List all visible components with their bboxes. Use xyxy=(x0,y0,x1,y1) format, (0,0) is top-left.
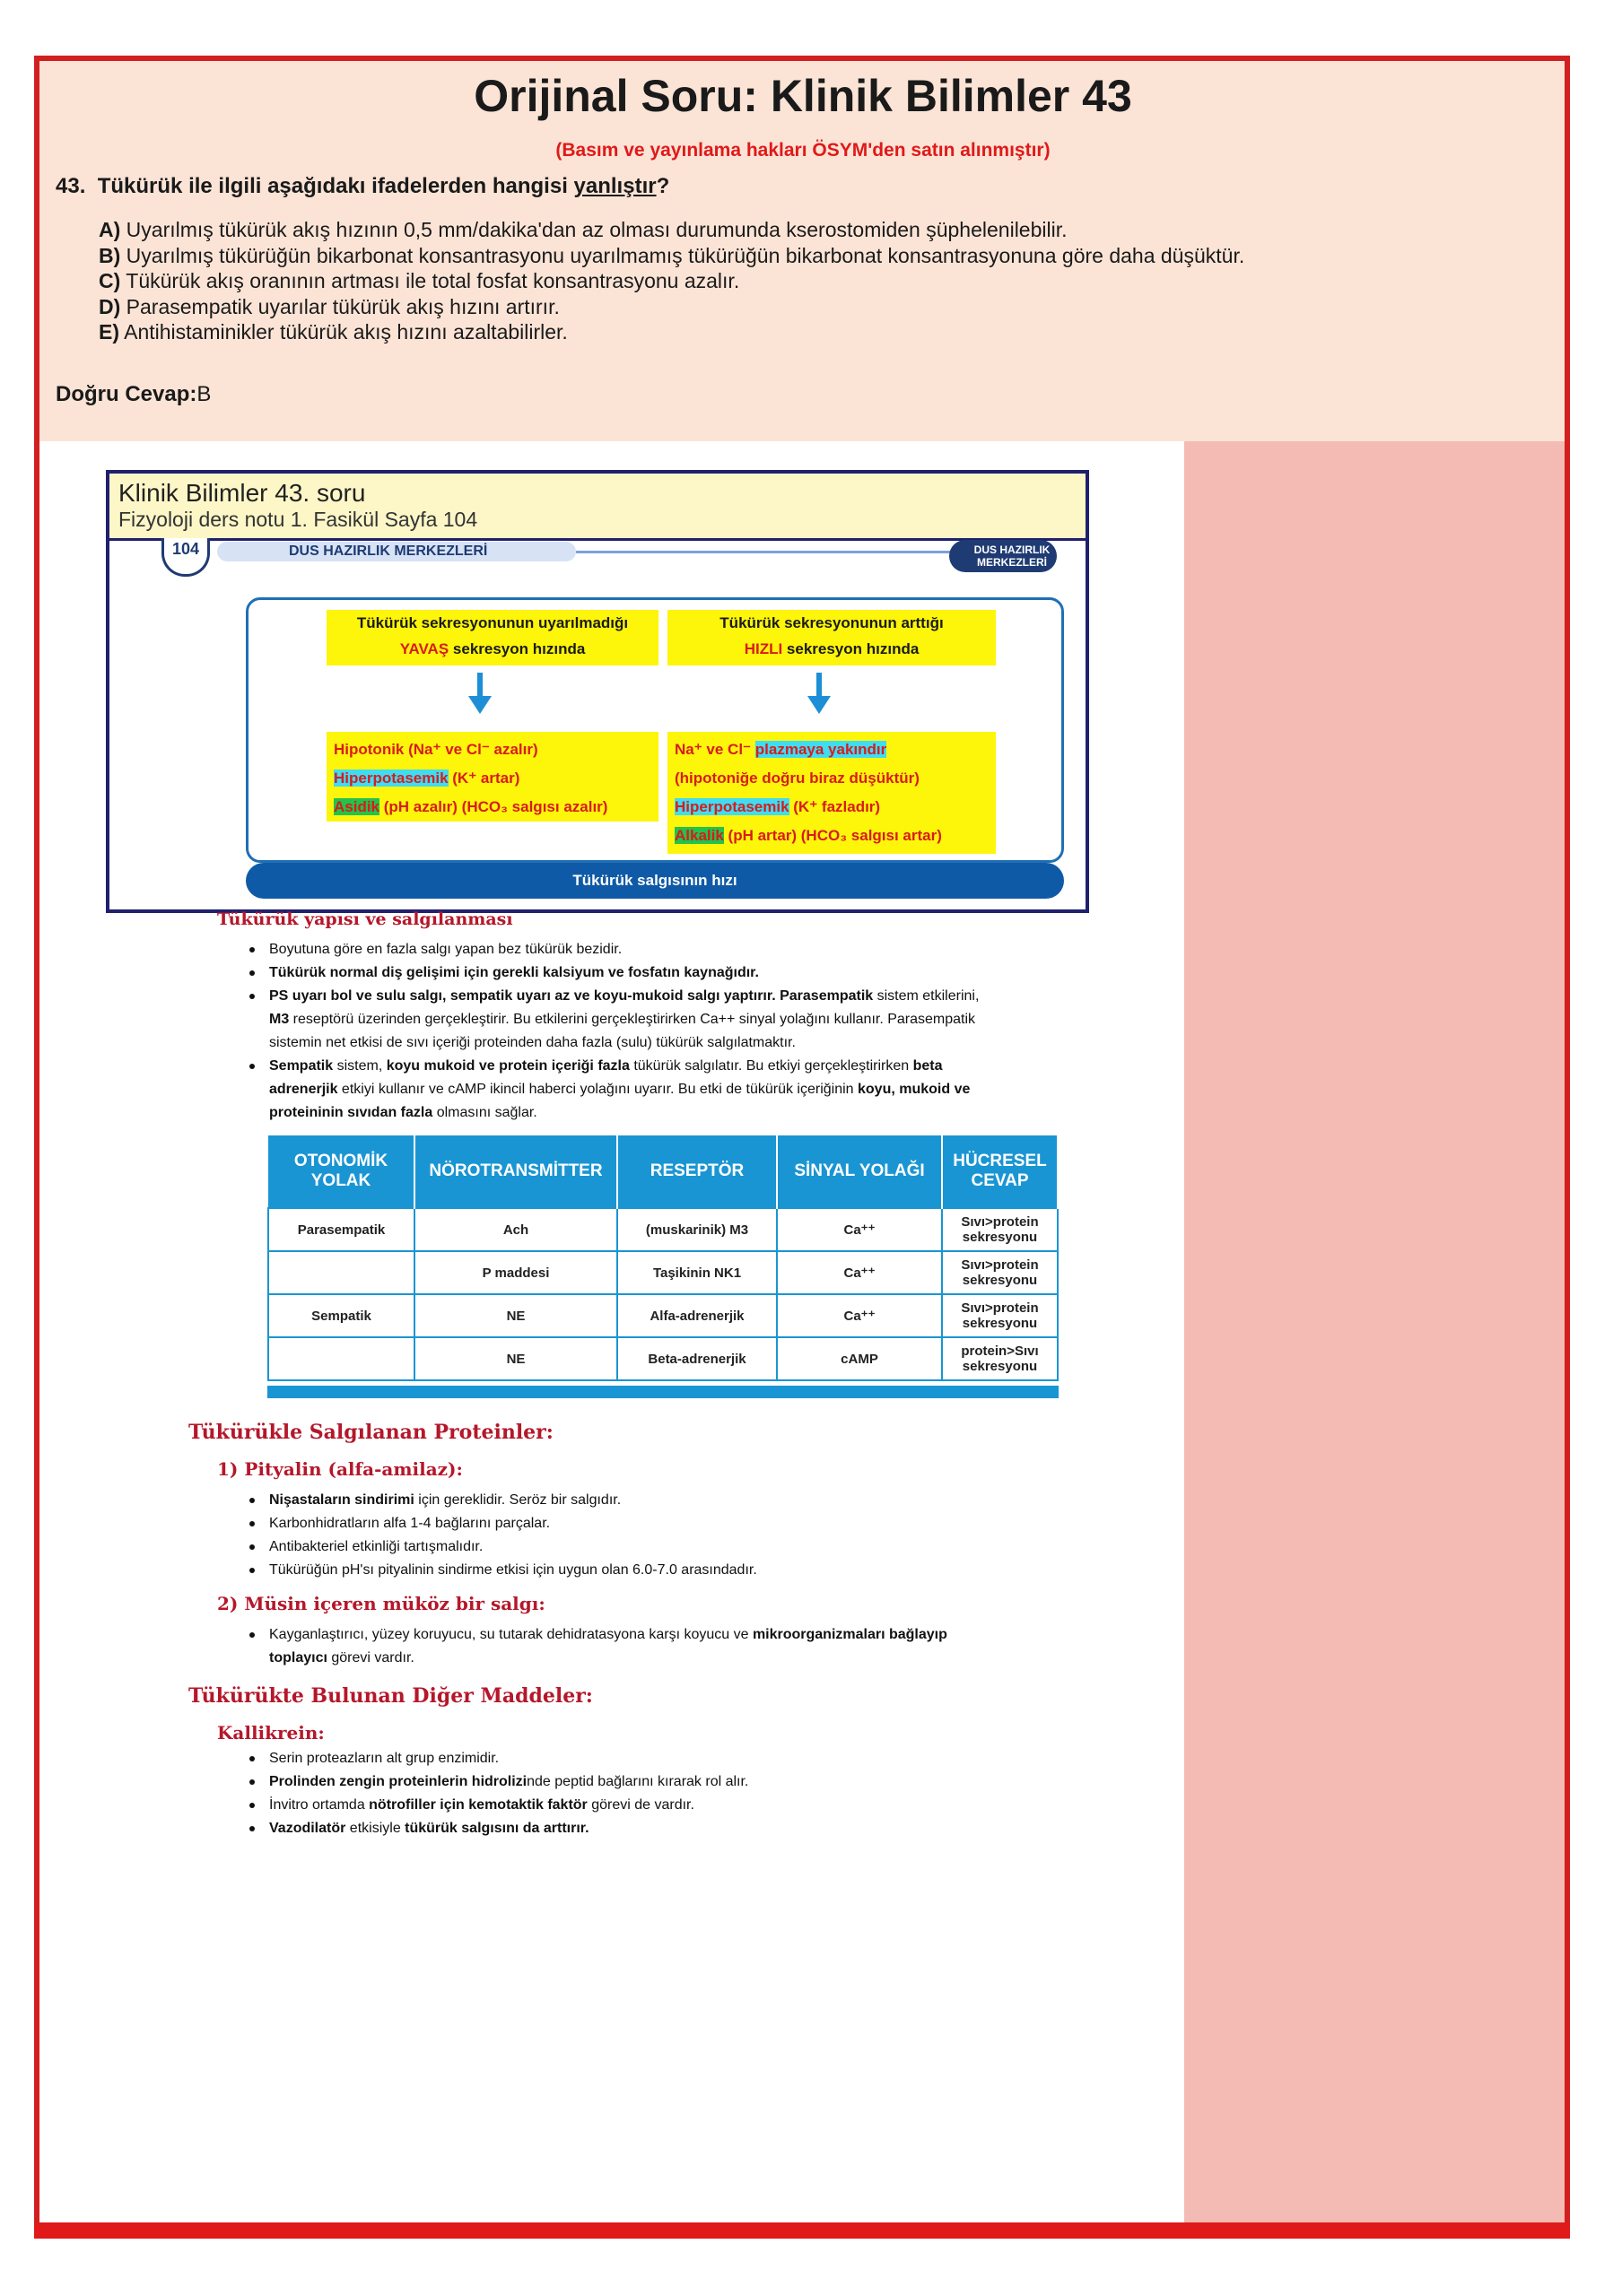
column-header: RESEPTÖR xyxy=(617,1135,777,1208)
list-item: İnvitro ortamda nötrofiller için kemotaktik faktör görevi de vardır. xyxy=(249,1794,1066,1817)
secretion-speed-bar: Tükürük salgısının hızı xyxy=(246,863,1064,899)
brand-bar: DUS HAZIRLIK MERKEZLERİ xyxy=(217,542,576,561)
list-item: Kayganlaştırıcı, yüzey koruyucu, su tutarak dehidratasyona karşı koyucu ve mikroorganizmaları bağlayıp toplayıcı görevi vardır. xyxy=(249,1623,1066,1670)
down-arrow-icon xyxy=(806,673,833,716)
list-item: Boyutuna göre en fazla salgı yapan bez tükürük bezidir. xyxy=(249,938,1066,961)
column-header: HÜCRESEL CEVAP xyxy=(942,1135,1058,1208)
option-d: D) Parasempatik uyarılar tükürük akış hızını artırır. xyxy=(99,294,560,318)
note-source: Fizyoloji ders notu 1. Fasikül Sayfa 104 xyxy=(118,508,478,531)
list-item: Serin proteazların alt grup enzimidir. xyxy=(249,1747,1066,1770)
subheading-pityalin: 1) Pityalin (alfa-amilaz): xyxy=(217,1458,463,1480)
correct-answer-value: B xyxy=(196,382,212,406)
table-row: Sempatik NE Alfa-adrenerjik Ca⁺⁺ Sıvı>protein sekresyonu xyxy=(268,1294,1058,1337)
table-row: NE Beta-adrenerjik cAMP protein>Sıvı sekresyonu xyxy=(268,1337,1058,1380)
note-title: Klinik Bilimler 43. soru xyxy=(118,479,366,507)
correct-answer: Doğru Cevap:B xyxy=(56,382,212,406)
lecture-note-box xyxy=(106,470,1089,913)
brand-line xyxy=(576,551,971,553)
list-item: Karbonhidratların alfa 1-4 bağlarını parçalar. xyxy=(249,1512,1066,1535)
question-emphasis: yanlıştır xyxy=(573,174,657,198)
section-heading-other: Tükürükte Bulunan Diğer Maddeler: xyxy=(188,1684,593,1708)
list-item: Nişastaların sindirimi için gereklidir. Seröz bir salgıdır. xyxy=(249,1489,1066,1512)
question-text xyxy=(56,174,669,199)
list-item: PS uyarı bol ve sulu salgı, sempatik uyarı az ve koyu-mukoid salgı yaptırır. Parasempatik sistem etkilerini, M3 reseptörü üzerinden gerçekleştirir. Bu etkilerini gerçekleştirirken Ca++ sinyal yolağını kullanır. Parasempatik sistemin net etkisi de sıvı içeriği proteinden daha fazla (sulu) tükürük salgılatmaktır. xyxy=(249,985,1066,1055)
option-b: B) Uyarılmış tükürüğün bikarbonat konsantrasyonu uyarılmamış tükürüğün bikarbonat konsantrasyonuna göre daha düşüktür. xyxy=(99,243,1245,267)
list-item: Vazodilatör etkisiyle tükürük salgısını da arttırır. xyxy=(249,1817,1066,1840)
table-row: Parasempatik Ach (muskarinik) M3 Ca⁺⁺ Sıvı>protein sekresyonu xyxy=(268,1208,1058,1251)
page-number-badge: 104 xyxy=(161,538,210,577)
kallikrein-bullets xyxy=(249,1747,1066,1840)
option-c: C) Tükürük akış oranının artması ile total fosfat konsantrasyonu azalır. xyxy=(99,269,740,292)
list-item: Sempatik sistem, koyu mukoid ve protein içeriği fazla tükürük salgılatır. Bu etkiyi gerçekleştirirken beta adrenerjik etkiyi kullanır ve cAMP ikincil haberci yolağını uyarır. Bu etki de tükürük içeriğinin koyu, mukoid ve proteininin sıvıdan fazla olmasını sağlar. xyxy=(249,1055,1066,1125)
slow-secretion-box: Tükürük sekresyonunun uyarılmadığı YAVAŞ sekresyon hızında xyxy=(327,610,658,665)
question-number: 43. xyxy=(56,174,86,198)
mucin-bullets xyxy=(249,1623,1066,1670)
table-footer-band xyxy=(267,1386,1059,1398)
option-a: A) Uyarılmış tükürük akış hızının 0,5 mm/dakika'dan az olması durumunda kserostomiden şüphelenilebilir. xyxy=(99,218,1068,241)
column-header: NÖROTRANSMİTTER xyxy=(414,1135,617,1208)
section-heading-structure: Tükürük yapısı ve salgılanması xyxy=(217,909,513,929)
list-item: Tükürüğün pH'sı pityalinin sindirme etkisi için uygun olan 6.0-7.0 arasındadır. xyxy=(249,1559,1066,1582)
copyright-note: (Basım ve yayınlama hakları ÖSYM'den satın alınmıştır) xyxy=(555,140,1051,161)
down-arrow-icon xyxy=(467,673,493,716)
fast-result-box: Na⁺ ve Cl⁻ plazmaya yakındır (hipotoniğe doğru biraz düşüktür) Hiperpotasemik (K⁺ fazladır) Alkalik (pH artar) (HCO₃ salgısı artar) xyxy=(667,732,996,854)
structure-bullets xyxy=(249,938,1066,1125)
subheading-mucin: 2) Müsin içeren müköz bir salgı: xyxy=(217,1593,545,1614)
question-stem: Tükürük ile ilgili aşağıdakı ifadelerden hangisi xyxy=(97,174,574,198)
list-item: Tükürük normal diş gelişimi için gerekli kalsiyum ve fosfatın kaynağıdır. xyxy=(249,961,1066,985)
answer-options xyxy=(99,217,1244,345)
list-item: Prolinden zengin proteinlerin hidrolizinde peptid bağlarını kırarak rol alır. xyxy=(249,1770,1066,1794)
receptor-table xyxy=(267,1135,1059,1381)
brand-logo: DUS HAZIRLIK MERKEZLERİ xyxy=(949,540,1057,572)
fast-secretion-box: Tükürük sekresyonunun arttığı HIZLI sekresyon hızında xyxy=(667,610,996,665)
list-item: Antibakteriel etkinliği tartışmalıdır. xyxy=(249,1535,1066,1559)
slow-result-box: Hipotonik (Na⁺ ve Cl⁻ azalır) Hiperpotasemik (K⁺ artar) Asidik (pH azalır) (HCO₃ salgısı azalır) xyxy=(327,732,658,822)
table-row: P maddesi Taşikinin NK1 Ca⁺⁺ Sıvı>protein sekresyonu xyxy=(268,1251,1058,1294)
page-title: Orijinal Soru: Klinik Bilimler 43 xyxy=(474,71,1132,121)
subheading-kallikrein: Kallikrein: xyxy=(217,1722,325,1744)
option-e: E) Antihistaminikler tükürük akış hızını azaltabilirler. xyxy=(99,320,568,344)
table-header-row xyxy=(268,1135,1058,1208)
column-header: OTONOMİK YOLAK xyxy=(268,1135,414,1208)
question-mark: ? xyxy=(656,174,670,198)
column-header: SİNYAL YOLAĞI xyxy=(777,1135,942,1208)
section-heading-proteins: Tükürükle Salgılanan Proteinler: xyxy=(188,1421,554,1444)
page-frame-bottom xyxy=(34,2222,1570,2239)
pityalin-bullets xyxy=(249,1489,1066,1582)
note-header xyxy=(109,474,1086,541)
